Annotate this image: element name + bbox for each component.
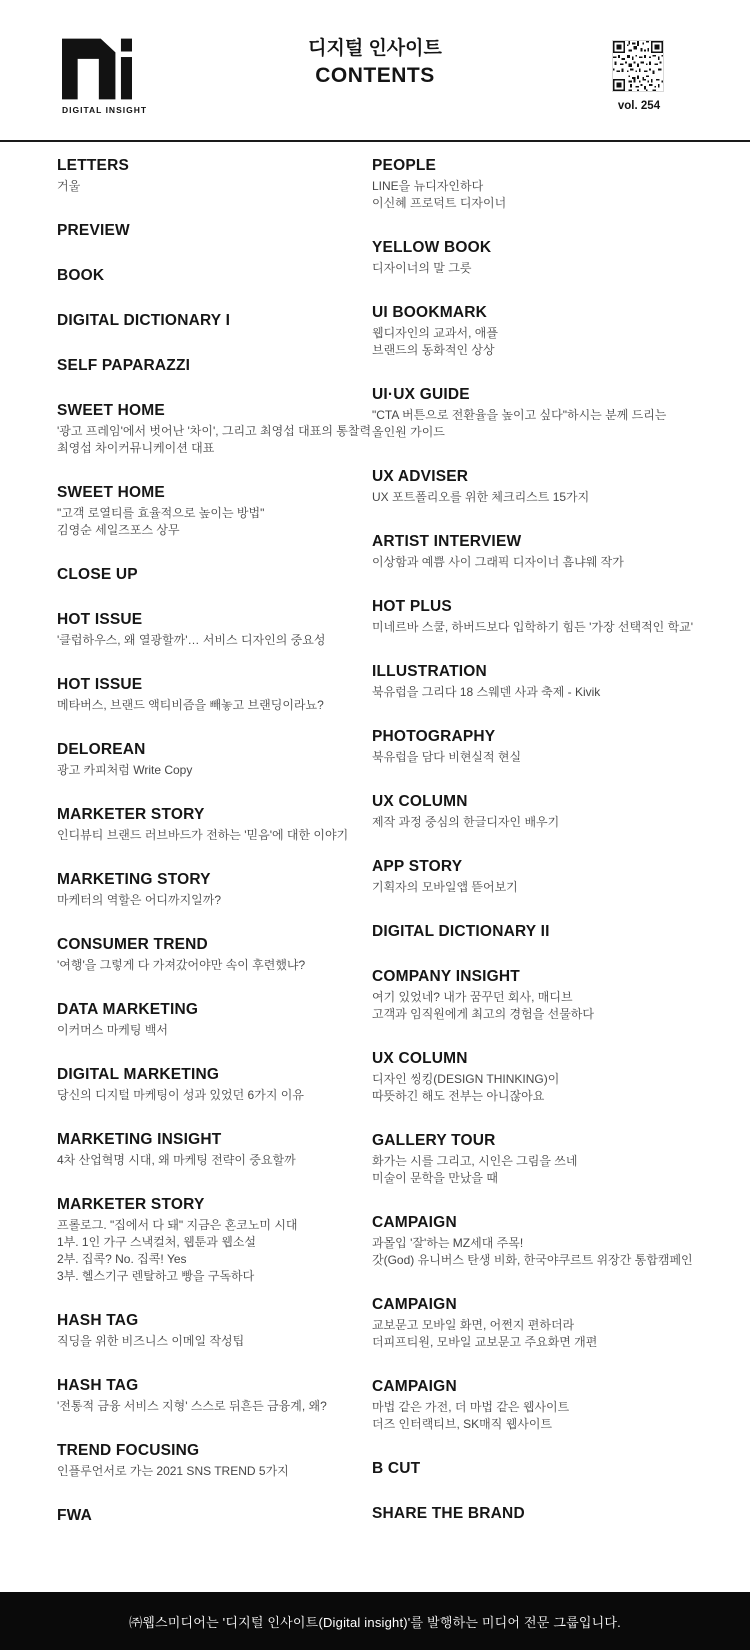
entry-subtitle: 브랜드의 동화적인 상상 <box>372 343 495 357</box>
entry-subtitle: '클럽하우스, 왜 열광할까'… 서비스 디자인의 중요성 <box>57 633 326 647</box>
header-divider <box>0 140 750 142</box>
entry-subtitles <box>57 1398 372 1415</box>
toc-entry <box>57 675 372 714</box>
entry-subtitle: '광고 프레임'에서 벗어난 '차이', 그리고 최영섭 대표의 통찰력 <box>57 424 372 438</box>
entry-title: PREVIEW <box>57 222 130 239</box>
entry-subtitles <box>372 989 742 1023</box>
toc-entry <box>57 266 372 285</box>
entry-subtitle: 최영섭 차이커뮤니케이션 대표 <box>57 441 215 455</box>
entry-subtitles <box>57 827 372 844</box>
entry-title: SWEET HOME <box>57 402 165 419</box>
entry-title: CAMPAIGN <box>372 1378 457 1395</box>
entry-subtitles <box>372 1153 742 1187</box>
toc-entry <box>57 1000 372 1039</box>
volume-number: vol. 254 <box>617 100 661 112</box>
entry-subtitle: 과몰입 '잘'하는 MZ세대 주목! <box>372 1236 524 1250</box>
entry-title: COMPANY INSIGHT <box>372 968 520 985</box>
toc-entry <box>372 1049 742 1105</box>
entry-title: CONSUMER TREND <box>57 936 208 953</box>
entry-subtitle: 이커머스 마케팅 백서 <box>57 1023 168 1037</box>
entry-subtitles <box>57 1463 372 1480</box>
toc-entry <box>57 1195 372 1285</box>
entry-subtitles <box>57 1217 372 1285</box>
entry-subtitles <box>57 1087 372 1104</box>
entry-subtitles <box>372 1317 742 1351</box>
entry-title: MARKETING INSIGHT <box>57 1131 222 1148</box>
toc-entry <box>372 467 742 506</box>
entry-subtitle: 더즈 인터랙티브, SK매직 웹사이트 <box>372 1417 553 1431</box>
entry-title: UI BOOKMARK <box>372 304 487 321</box>
entry-subtitle: 갓(God) 유니버스 탄생 비화, 한국야쿠르트 위장간 통합캠페인 <box>372 1253 693 1267</box>
toc-entry <box>372 727 742 766</box>
toc-entry <box>57 740 372 779</box>
toc-entry <box>372 1377 742 1433</box>
entry-title: HASH TAG <box>57 1377 139 1394</box>
toc-entry <box>372 662 742 701</box>
entry-subtitle: 제작 과정 중심의 한글디자인 배우기 <box>372 815 560 829</box>
entry-subtitle: 당신의 디지털 마케팅이 성과 있었던 6가지 이유 <box>57 1088 304 1102</box>
entry-title: CAMPAIGN <box>372 1296 457 1313</box>
toc-entry <box>372 1131 742 1187</box>
entry-subtitle: 광고 카피처럼 Write Copy <box>57 763 193 777</box>
contents-heading: CONTENTS <box>315 64 435 87</box>
toc-entry <box>372 238 742 277</box>
entry-subtitle: 2부. 집콕? No. 집콕! Yes <box>57 1252 187 1266</box>
publisher-statement: ㈜웹스미디어는 '디지털 인사이트(Digital insight)'를 발행하는 미디어 전문 그룹입니다. <box>129 1614 621 1630</box>
toc-entry <box>372 385 742 441</box>
qr-code-icon <box>612 40 664 92</box>
entry-title: DIGITAL MARKETING <box>57 1066 220 1083</box>
toc-entry <box>372 156 742 212</box>
toc-entry <box>372 967 742 1023</box>
toc-column-right <box>372 156 742 1551</box>
entry-subtitles <box>57 892 372 909</box>
toc-entry <box>57 483 372 539</box>
entry-subtitle: 3부. 헬스기구 렌탈하고 빵을 구독하다 <box>57 1269 255 1283</box>
entry-title: DIGITAL DICTIONARY II <box>372 923 550 940</box>
entry-title: DATA MARKETING <box>57 1001 199 1018</box>
toc-column-left <box>57 156 372 1551</box>
toc-entry <box>57 565 372 584</box>
entry-title: B CUT <box>372 1460 421 1477</box>
logo-wordmark: DIGITAL INSIGHT <box>62 105 148 115</box>
toc-entry <box>372 1295 742 1351</box>
entry-subtitle: 프롤로그. "집에서 다 돼" 지금은 혼코노미 시대 <box>57 1218 298 1232</box>
entry-title: ILLUSTRATION <box>372 663 487 680</box>
entry-subtitle: 더피프티원, 모바일 교보문고 주요화면 개편 <box>372 1335 598 1349</box>
entry-subtitles <box>372 1235 742 1269</box>
entry-subtitle: 교보문고 모바일 화면, 어쩐지 편하더라 <box>372 1318 575 1332</box>
toc-entry <box>57 1376 372 1415</box>
entry-subtitle: UX 포트폴리오를 위한 체크리스트 15가지 <box>372 490 590 504</box>
entry-subtitles <box>57 957 372 974</box>
entry-subtitles <box>372 1399 742 1433</box>
entry-subtitle: 디자인 씽킹(DESIGN THINKING)이 <box>372 1072 560 1086</box>
entry-subtitle: 올인원 가이드 <box>372 425 445 439</box>
entry-subtitles <box>57 632 372 649</box>
toc-entry <box>372 922 742 941</box>
entry-title: ARTIST INTERVIEW <box>372 533 522 550</box>
toc-entry <box>57 356 372 375</box>
entry-title: UX ADVISER <box>372 468 469 485</box>
entry-subtitle: 북유럽을 그리다 18 스웨덴 사과 축제 - Kivik <box>372 685 601 699</box>
entry-subtitle: '여행'을 그렇게 다 가져갔어야만 속이 후련했냐? <box>57 958 306 972</box>
entry-subtitle: 마케터의 역할은 어디까지일까? <box>57 893 222 907</box>
entry-subtitle: 4차 산업혁명 시대, 왜 마케팅 전략이 중요할까 <box>57 1153 296 1167</box>
entry-title: UX COLUMN <box>372 793 468 810</box>
entry-subtitles <box>57 762 372 779</box>
entry-subtitles <box>372 749 742 766</box>
entry-subtitles <box>372 619 742 636</box>
entry-subtitles <box>372 879 742 896</box>
entry-subtitles <box>372 260 742 277</box>
entry-subtitles <box>372 814 742 831</box>
entry-subtitle: "CTA 버튼으로 전환율을 높이고 싶다"하시는 분께 드리는 <box>372 408 667 422</box>
entry-subtitles <box>57 697 372 714</box>
entry-title: DIGITAL DICTIONARY I <box>57 312 231 329</box>
toc-entry <box>372 857 742 896</box>
toc-entry <box>57 311 372 330</box>
entry-subtitle: 웹디자인의 교과서, 애플 <box>372 326 498 340</box>
toc-entry <box>57 401 372 457</box>
entry-subtitle: 고객과 임직원에게 최고의 경험을 선물하다 <box>372 1007 594 1021</box>
entry-title: LETTERS <box>57 157 130 174</box>
entry-title: HOT ISSUE <box>57 611 143 628</box>
toc-entry <box>372 303 742 359</box>
toc-entry <box>57 221 372 240</box>
magazine-title-korean: 디지털 인사이트 <box>308 38 442 59</box>
toc-entry <box>57 805 372 844</box>
entry-title: PEOPLE <box>372 157 437 174</box>
entry-title: FWA <box>57 1507 93 1524</box>
entry-subtitles <box>372 178 742 212</box>
contents-columns <box>57 156 750 1551</box>
toc-entry <box>372 532 742 571</box>
entry-subtitle: 직딩을 위한 비즈니스 이메일 작성팁 <box>57 1334 245 1348</box>
toc-entry <box>57 1311 372 1350</box>
toc-entry <box>372 792 742 831</box>
entry-title: SELF PAPARAZZI <box>57 357 191 374</box>
entry-subtitles <box>372 489 742 506</box>
toc-entry <box>57 1506 372 1525</box>
entry-subtitle: 여기 있었네? 내가 꿈꾸던 회사, 매디브 <box>372 990 573 1004</box>
entry-title: MARKETING STORY <box>57 871 211 888</box>
toc-entry <box>57 610 372 649</box>
publisher-footer-bar <box>0 1592 750 1650</box>
toc-entry <box>57 156 372 195</box>
entry-subtitle: 거울 <box>57 179 81 193</box>
entry-subtitle: 인디뷰티 브랜드 러브바드가 전하는 '믿음'에 대한 이야기 <box>57 828 349 842</box>
entry-title: UX COLUMN <box>372 1050 468 1067</box>
entry-title: SWEET HOME <box>57 484 165 501</box>
entry-title: HASH TAG <box>57 1312 139 1329</box>
entry-title: CLOSE UP <box>57 566 138 583</box>
entry-subtitle: 이신혜 프로덕트 디자이너 <box>372 196 507 210</box>
entry-title: GALLERY TOUR <box>372 1132 496 1149</box>
entry-title: MARKETER STORY <box>57 1196 205 1213</box>
toc-entry <box>372 1504 742 1523</box>
qr-volume-block <box>612 40 666 112</box>
entry-subtitle: 미네르바 스쿨, 하버드보다 입학하기 힘든 '가장 선택적인 학교' <box>372 620 694 634</box>
entry-title: MARKETER STORY <box>57 806 205 823</box>
entry-title: YELLOW BOOK <box>372 239 492 256</box>
entry-subtitle: 메타버스, 브랜드 액티비즘을 빼놓고 브랜딩이라뇨? <box>57 698 324 712</box>
toc-entry <box>57 870 372 909</box>
entry-subtitles <box>57 1152 372 1169</box>
toc-entry <box>57 1441 372 1480</box>
entry-title: BOOK <box>57 267 105 284</box>
toc-entry <box>57 1065 372 1104</box>
toc-entry <box>57 935 372 974</box>
entry-subtitles <box>57 178 372 195</box>
entry-subtitle: 디자이너의 말 그릇 <box>372 261 472 275</box>
entry-subtitle: 북유럽을 담다 비현실적 현실 <box>372 750 522 764</box>
entry-subtitle: 화가는 시를 그리고, 시인은 그림을 쓰네 <box>372 1154 578 1168</box>
entry-subtitles <box>372 325 742 359</box>
entry-title: APP STORY <box>372 858 463 875</box>
entry-title: UI·UX GUIDE <box>372 386 470 403</box>
entry-subtitles <box>372 684 742 701</box>
entry-subtitles <box>57 1333 372 1350</box>
entry-subtitle: 미술이 문학을 만났을 때 <box>372 1171 498 1185</box>
page-header <box>0 0 750 140</box>
entry-title: HOT PLUS <box>372 598 452 615</box>
entry-title: CAMPAIGN <box>372 1214 457 1231</box>
entry-subtitle: 따뜻하긴 해도 전부는 아니잖아요 <box>372 1089 545 1103</box>
toc-entry <box>372 597 742 636</box>
entry-title: SHARE THE BRAND <box>372 1505 525 1522</box>
entry-subtitle: LINE을 뉴디자인하다 <box>372 179 484 193</box>
entry-subtitle: 마법 같은 가전, 더 마법 같은 웹사이트 <box>372 1400 570 1414</box>
entry-subtitles <box>372 407 742 441</box>
entry-title: DELOREAN <box>57 741 146 758</box>
entry-subtitles <box>57 505 372 539</box>
entry-subtitle: 김영순 세일즈포스 상무 <box>57 523 180 537</box>
entry-subtitle: 인플루언서로 가는 2021 SNS TREND 5가지 <box>57 1464 289 1478</box>
entry-subtitles <box>57 423 372 457</box>
entry-title: TREND FOCUSING <box>57 1442 200 1459</box>
entry-title: PHOTOGRAPHY <box>372 728 496 745</box>
entry-subtitle: 1부. 1인 가구 스낵컬처, 웹툰과 웹소설 <box>57 1235 256 1249</box>
entry-subtitles <box>372 554 742 571</box>
toc-entry <box>372 1213 742 1269</box>
entry-subtitle: "고객 로열티를 효율적으로 높이는 방법" <box>57 506 265 520</box>
entry-subtitles <box>57 1022 372 1039</box>
toc-entry <box>57 1130 372 1169</box>
entry-subtitle: 이상함과 예쁨 사이 그래픽 디자이너 흠냐웨 작가 <box>372 555 624 569</box>
entry-subtitles <box>372 1071 742 1105</box>
toc-entry <box>372 1459 742 1478</box>
entry-title: HOT ISSUE <box>57 676 143 693</box>
entry-subtitle: '전통적 금융 서비스 지형' 스스로 뒤흔든 금융계, 왜? <box>57 1399 327 1413</box>
entry-subtitle: 기획자의 모바일앱 뜯어보기 <box>372 880 518 894</box>
